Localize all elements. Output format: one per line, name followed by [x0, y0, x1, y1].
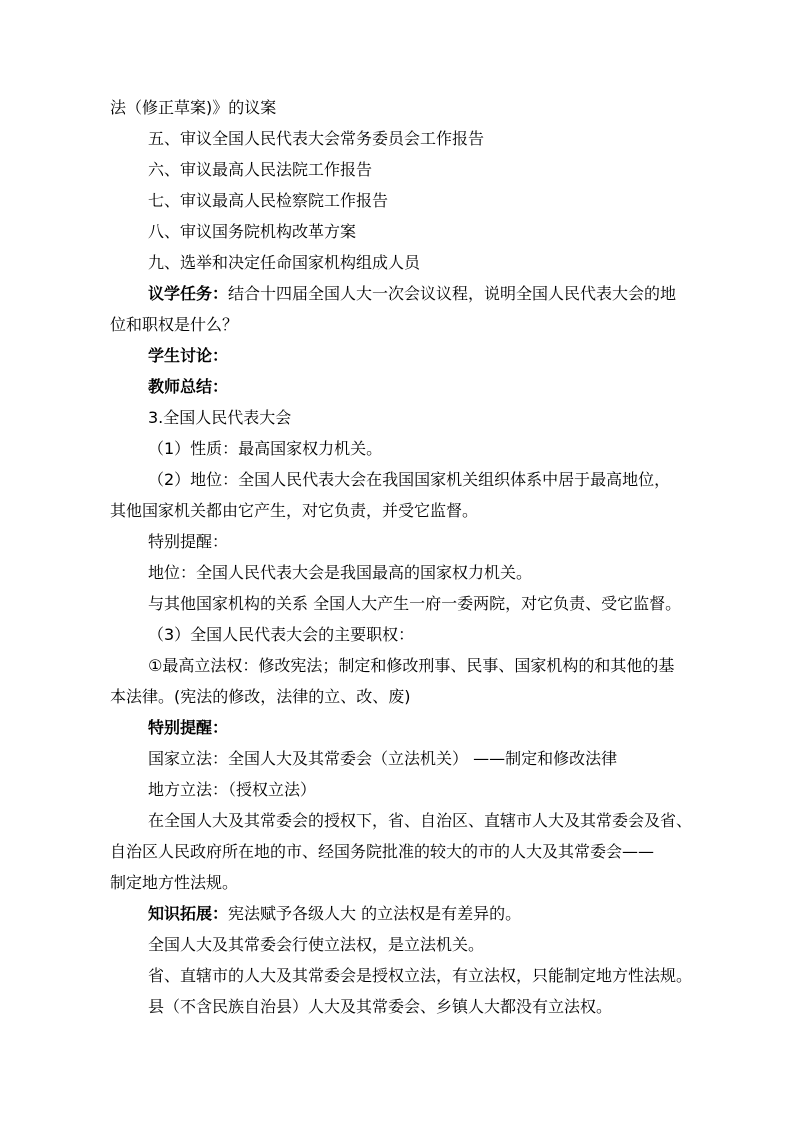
summary-label: 教师总结： [148, 377, 229, 396]
extension-label: 知识拓展： [148, 904, 229, 923]
extension-line-3: 县（不含民族自治县）人大及其常委会、乡镇人大都没有立法权。 [148, 997, 613, 1016]
agenda-item-5: 五、审议全国人民代表大会常务委员会工作报告 [148, 129, 485, 148]
task-label: 议学任务： [148, 284, 229, 303]
extension-text: 宪法赋予各级人大 的立法权是有差异的。 [228, 904, 522, 923]
agenda-item-9: 九、选举和决定任命国家机构组成人员 [148, 253, 421, 272]
reminder-relation: 与其他国家机构的关系 全国人大产生一府一委两院，对它负责、受它监督。 [148, 594, 682, 613]
powers-text-cont: 本法律。(宪法的修改，法律的立、改、废) [110, 687, 411, 706]
agenda-item-7: 七、审议最高人民检察院工作报告 [148, 191, 389, 210]
local-legislation: 地方立法：（授权立法） [148, 780, 317, 799]
status-text-cont: 其他国家机关都由它产生，对它负责，并受它监督。 [110, 501, 479, 520]
nature-text: （1）性质：最高国家权力机关。 [148, 439, 383, 458]
reminder-status: 地位：全国人民代表大会是我国最高的国家权力机关。 [148, 563, 533, 582]
extension-line-2: 省、直辖市的人大及其常委会是授权立法，有立法权，只能制定地方性法规。 [148, 966, 693, 985]
reminder2-label: 特别提醒： [148, 718, 229, 737]
powers-heading: （3）全国人民代表大会的主要职权： [148, 625, 415, 644]
powers-text: ①最高立法权：修改宪法；制定和修改刑事、民事、国家机构的和其他的基 [148, 656, 675, 675]
local-text-cont2: 制定地方性法规。 [110, 873, 239, 892]
agenda-item-8: 八、审议国务院机构改革方案 [148, 222, 357, 241]
reminder-label: 特别提醒： [148, 532, 229, 551]
local-text: 在全国人大及其常委会的授权下，省、自治区、直辖市人大及其常委会及省、 [148, 811, 693, 830]
agenda-item-6: 六、审议最高人民法院工作报告 [148, 160, 373, 179]
local-text-cont: 自治区人民政府所在地的市、经国务院批准的较大的市的人大及其常委会—— [110, 842, 655, 861]
section-heading: 3.全国人民代表大会 [148, 408, 292, 427]
national-legislation: 国家立法：全国人大及其常委会（立法机关） ——制定和修改法律 [148, 749, 618, 768]
status-text: （2）地位：全国人民代表大会在我国国家机关组织体系中居于最高地位， [148, 470, 671, 489]
extension-paragraph [110, 898, 694, 929]
task-text-cont: 位和职权是什么？ [110, 315, 239, 334]
extension-line-1: 全国人大及其常委会行使立法权，是立法机关。 [148, 935, 485, 954]
task-text: 结合十四届全国人大一次会议议程，说明全国人民代表大会的地 [228, 284, 677, 303]
agenda-item-4-cont: 法（修正草案)》的议案 [110, 98, 277, 117]
task-paragraph [110, 278, 694, 309]
document-body [110, 92, 694, 1022]
discussion-label: 学生讨论： [148, 346, 229, 365]
